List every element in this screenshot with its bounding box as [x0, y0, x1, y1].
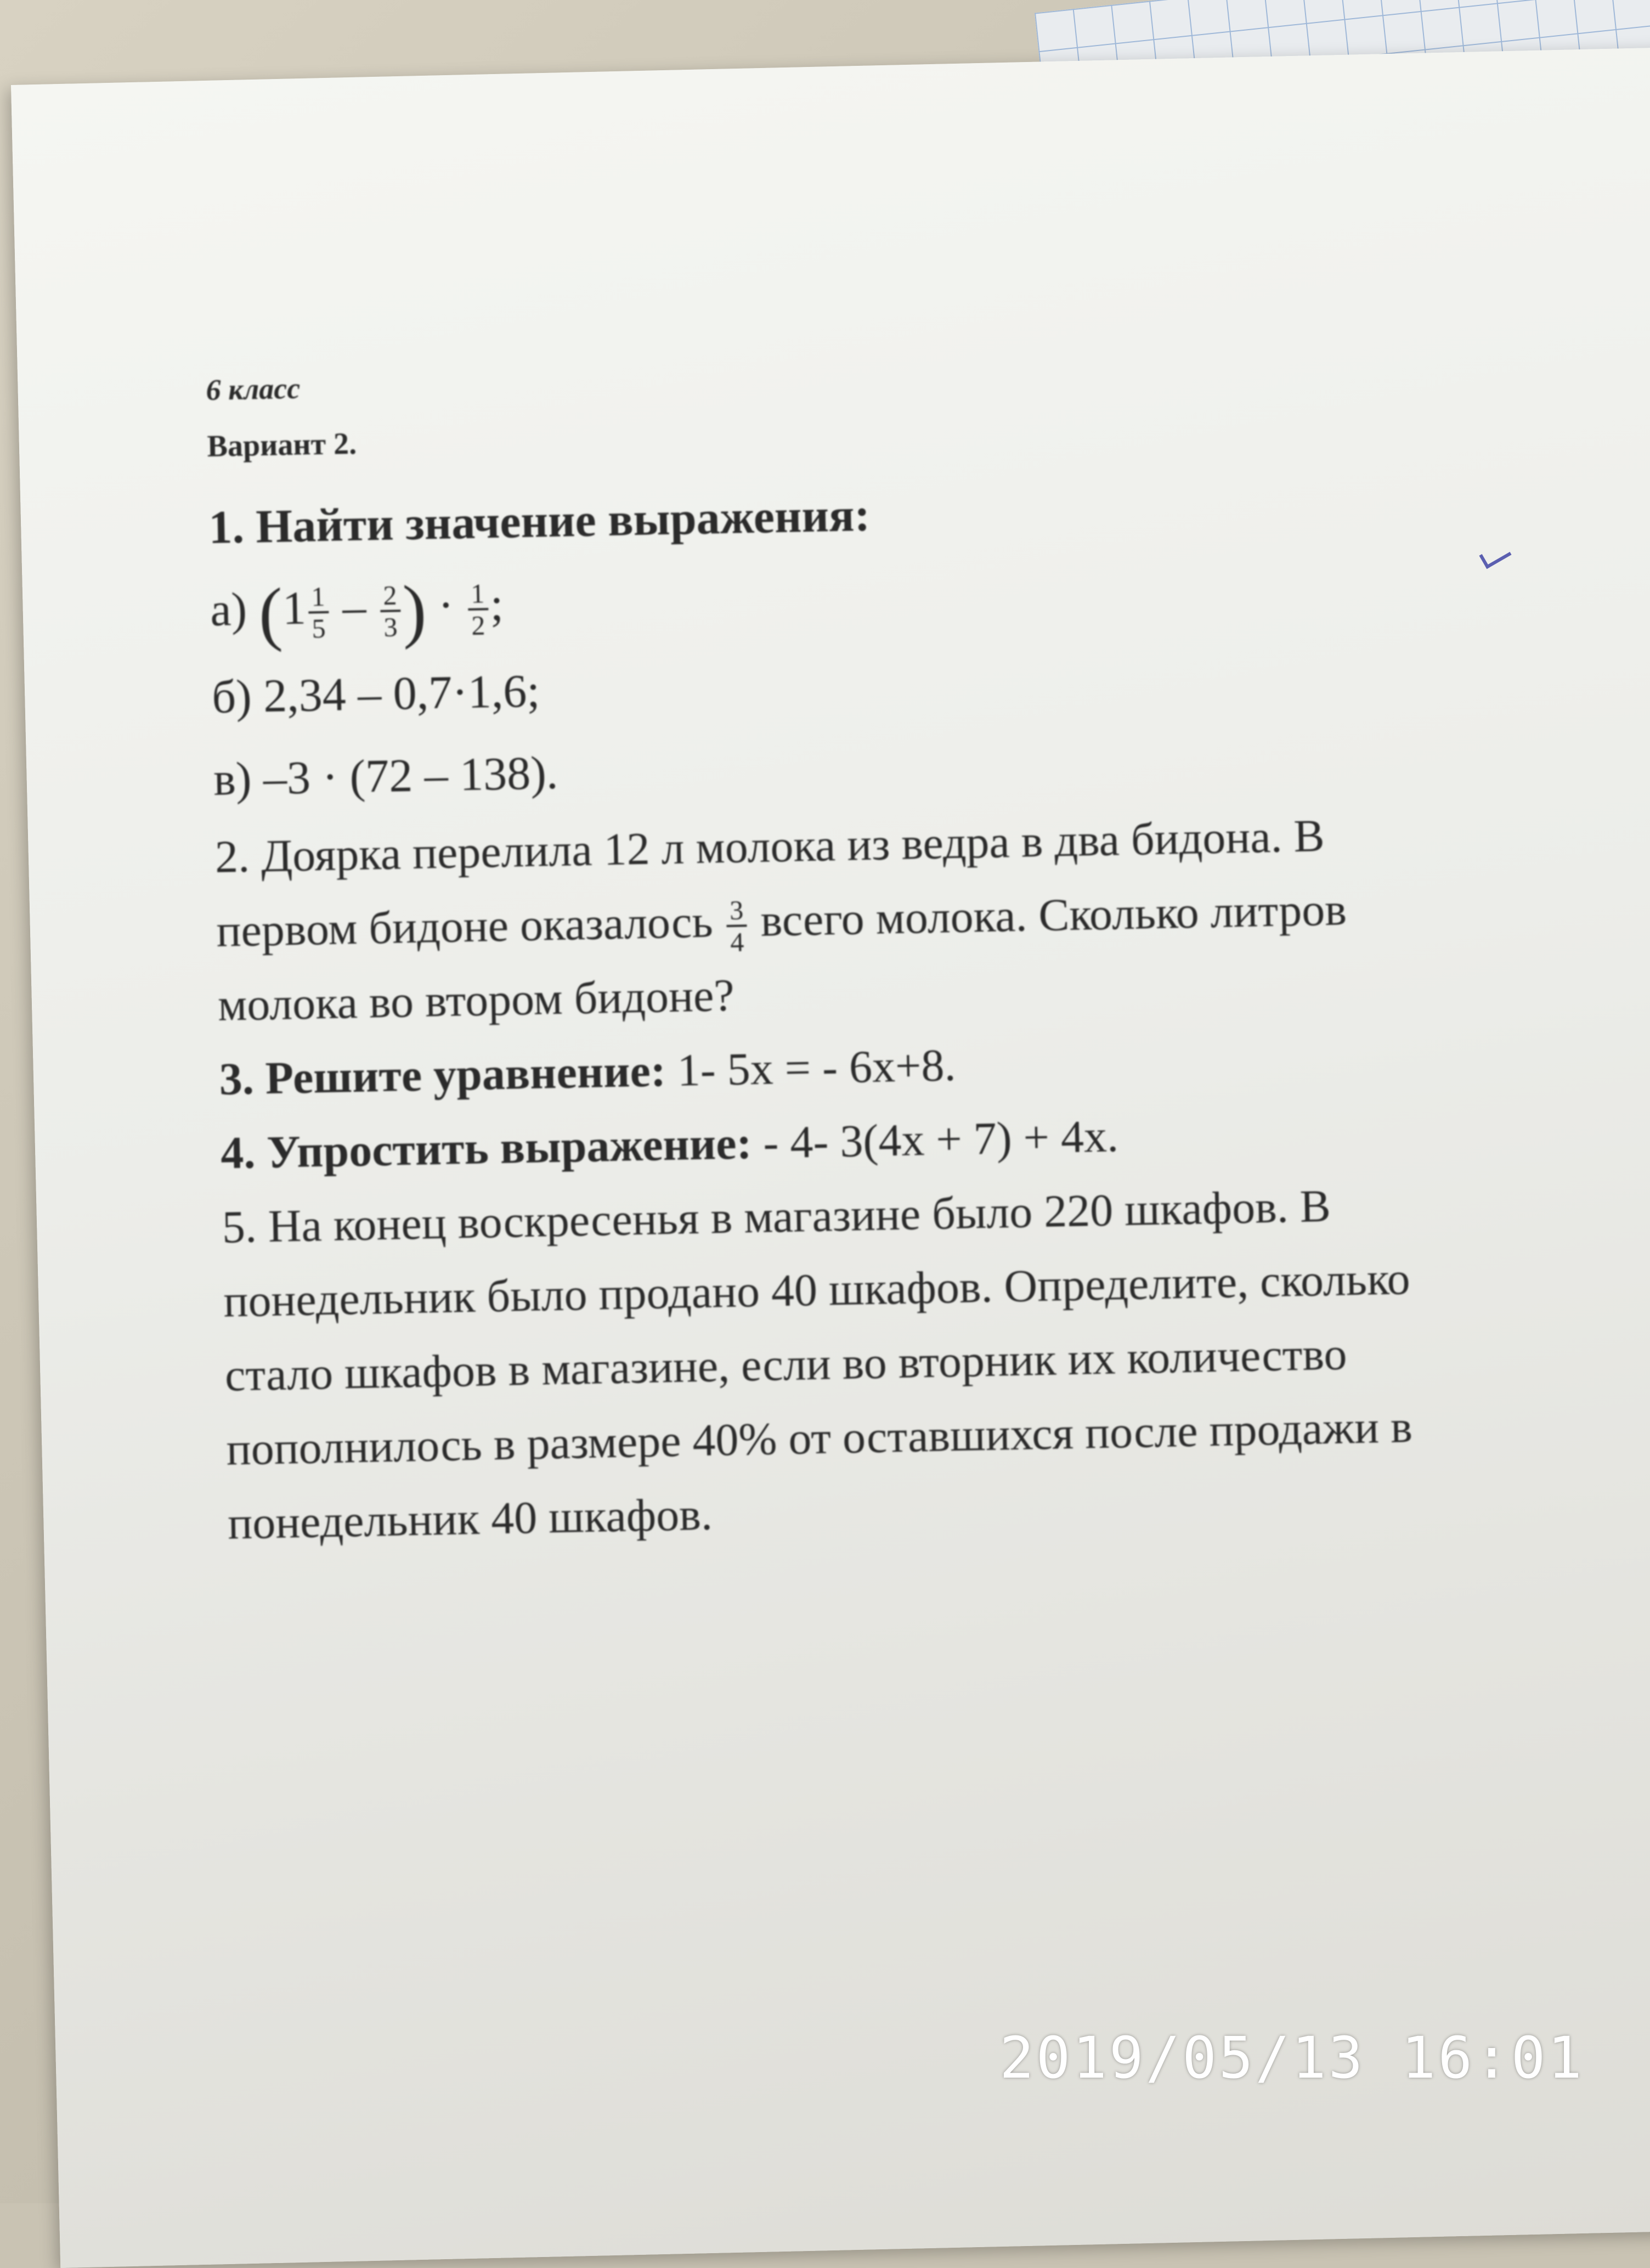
task4-label: 4. Упростить выражение: [220, 1118, 753, 1179]
task1-a-label: а) [210, 582, 247, 636]
task2-line1: 2. Доярка перелила 12 л молока из ведра в два бидона. В [214, 810, 1325, 883]
worksheet-content [206, 347, 1600, 1561]
grade-label: 6 класс [206, 371, 301, 407]
task5-line4: пополнилось в размере 40% от оставшихся после продажи в [225, 1401, 1413, 1475]
task1-a-dot: · [437, 578, 455, 631]
fraction-1: $\frac{1}{5}$ [308, 582, 329, 644]
fraction-3: $\frac{1}{2}$ [467, 578, 489, 640]
open-paren: ( [258, 573, 284, 653]
task3-expr: 1- 5x = - 6x+8. [676, 1040, 957, 1096]
task2-fraction: $\frac{3}{4}$ [726, 895, 748, 957]
task5-line3: стало шкафов в магазине, если во вторник их количество [224, 1328, 1348, 1401]
task1-a-minus: – [342, 580, 367, 634]
task2-line3: молока во втором бидоне? [217, 969, 735, 1031]
task3-label: 3. Решите уравнение: [218, 1045, 666, 1105]
camera-timestamp: 2019/05/13 16:01 [999, 2024, 1584, 2091]
task1-a-whole: 1 [281, 581, 307, 635]
task1-title: 1. Найти значение выражения: [208, 488, 871, 554]
task2-line2-end: всего молока. Сколько литров [760, 884, 1347, 947]
variant-label: Вариант 2. [206, 426, 357, 464]
task4-expr: - 4- 3(4x + 7) + 4x. [762, 1110, 1119, 1169]
task2-line2-start: первом бидоне оказалось [216, 896, 714, 957]
task1-a-end: ; [489, 577, 504, 631]
task5-line1: 5. На конец воскресенья в магазине было 220 шкафов. В [222, 1181, 1331, 1253]
close-paren: ) [402, 571, 427, 651]
task1-item-c: в) –3 · (72 – 138). [213, 746, 559, 806]
task5-line2: понедельник было продано 40 шкафов. Определите, сколько [223, 1253, 1411, 1327]
fraction-2: $\frac{2}{3}$ [380, 580, 401, 642]
task5-line5: понедельник 40 шкафов. [227, 1488, 713, 1549]
task1-item-b: б) 2,34 – 0,7·1,6; [211, 664, 541, 724]
